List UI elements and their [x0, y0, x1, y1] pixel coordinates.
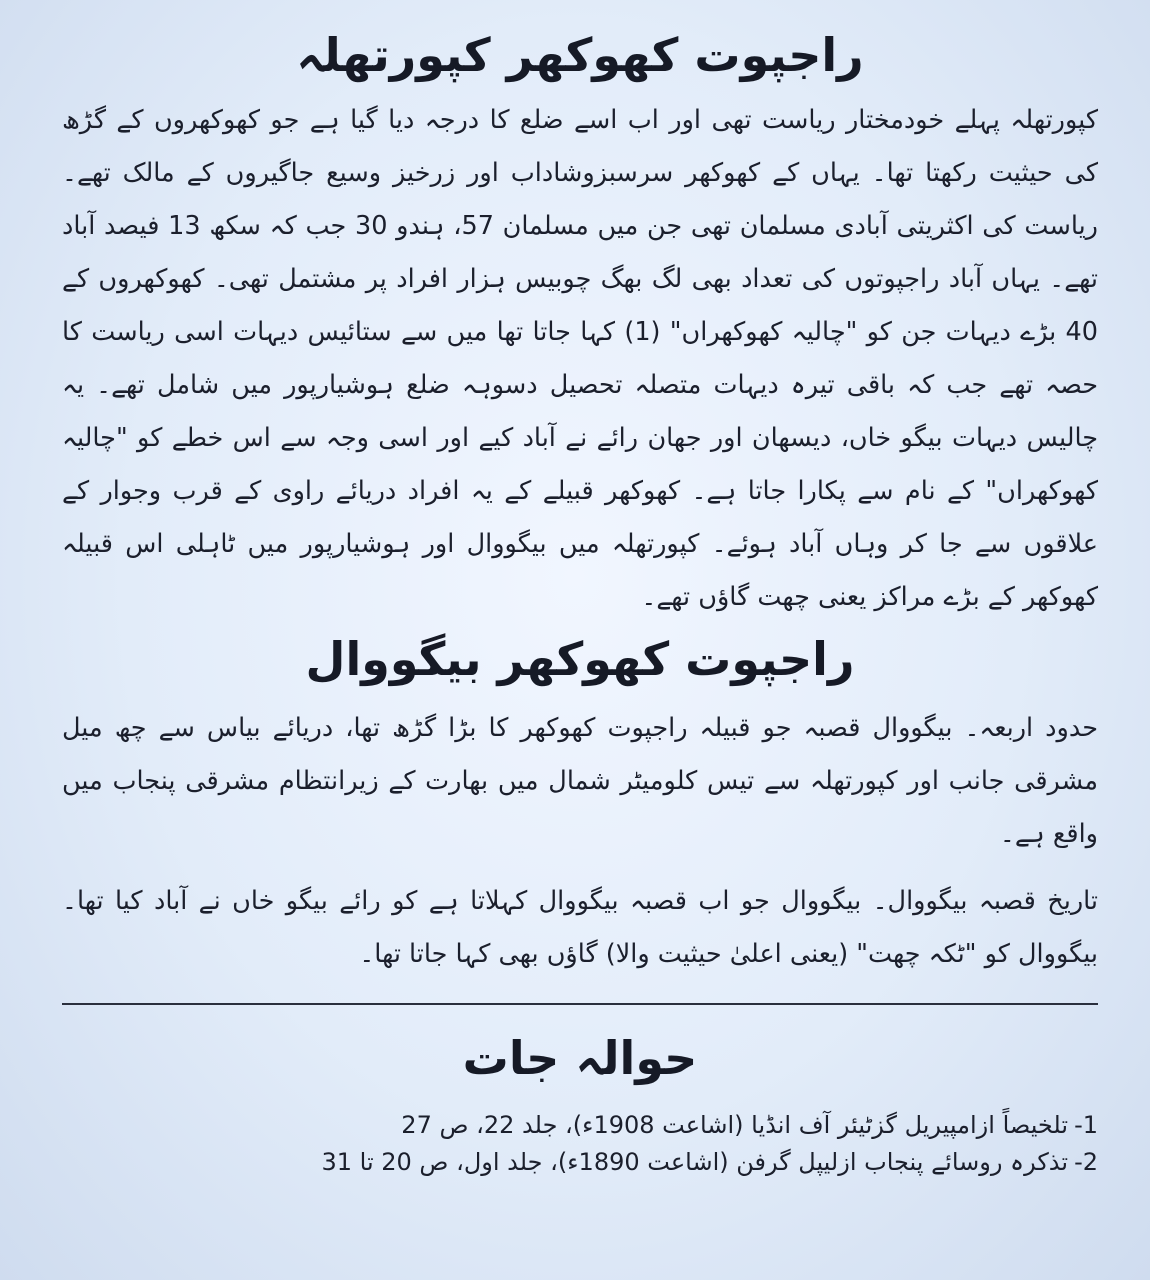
reference-number: -1	[1074, 1111, 1098, 1139]
reference-text: تذکرہ روسائے پنجاب ازلیپل گرفن (اشاعت 1890ء)، جلد اول، ص 20 تا 31	[321, 1148, 1069, 1176]
reference-item-2	[62, 1144, 1098, 1181]
section-heading-kapurthala: راجپوت کھوکھر کپورتھلہ	[296, 28, 864, 82]
section-divider	[62, 1003, 1098, 1005]
references-heading: حوالہ جات	[462, 1031, 698, 1085]
reference-text: تلخیصاً ازامپیریل گزٹیئر آف انڈیا (اشاعت 1908ء)، جلد 22، ص 27	[401, 1111, 1069, 1139]
boundaries-paragraph: حدود اربعہ۔ بیگووال قصبہ جو قبیلہ راجپوت کھوکھر کا بڑا گڑھ تھا، دریائے بیاس سے چھ میل مشرقی جانب اور کپورتھلہ سے تیس کلومیٹر شمال میں بھارت کے زیرانتظام مشرقی پنجاب میں واقع ہے۔	[62, 713, 1098, 849]
reference-number: -2	[1074, 1148, 1098, 1176]
history-paragraph: تاریخ قصبہ بیگووال۔ بیگووال جو اب قصبہ بیگووال کہلاتا ہے کو رائے بیگو خاں نے آباد کیا تھا۔ بیگووال کو "ٹکہ چھت" (یعنی اعلیٰ حیثیت والا) گاؤں بھی کہا جاتا تھا۔	[62, 886, 1098, 969]
kapurthala-paragraph: کپورتھلہ پہلے خودمختار ریاست تھی اور اب اسے ضلع کا درجہ دیا گیا ہے جو کھوکھروں کے گڑھ کی حیثیت رکھتا تھا۔ یہاں کے کھوکھر سرسبزوشاداب اور زرخیز وسیع جاگیروں کے مالک تھے۔ ریاست کی اکثریتی آبادی مسلمان تھی جن میں مسلمان 57، ہندو 30 جب کہ سکھ 13 فیصد آباد تھے۔ یہاں آباد راجپوتوں کی تعداد بھی لگ بھگ چوبیس ہزار افراد پر مشتمل تھی۔ کھوکھروں کے 40 بڑے دیہات جن کو "چالیہ کھوکھراں" (1) کہا جاتا تھا میں سے ستائیس دیہات اسی ریاست کا حصہ تھے جب کہ باقی تیرہ دیہات متصلہ تحصیل دسوہہ ضلع ہوشیارپور میں شامل تھے۔ یہ چالیس دیہات بیگو خاں، دیسھان اور جھان رائے نے آباد کیے اور اسی وجہ سے اس خطے کو "چالیہ کھوکھراں" کے نام سے پکارا جاتا ہے۔ کھوکھر قبیلے کے یہ افراد دریائے راوی کے قرب وجوار کے علاقوں سے جا کر وہاں آباد ہوئے۔ کپورتھلہ میں بیگووال اور ہوشیارپور میں ٹاہلی اس قبیلہ کھوکھر کے بڑے مراکز یعنی چھت گاؤں تھے۔	[62, 105, 1098, 612]
section-heading-begowal: راجپوت کھوکھر بیگووال	[305, 632, 855, 686]
reference-item-1	[62, 1107, 1098, 1144]
references-list	[62, 1107, 1098, 1181]
